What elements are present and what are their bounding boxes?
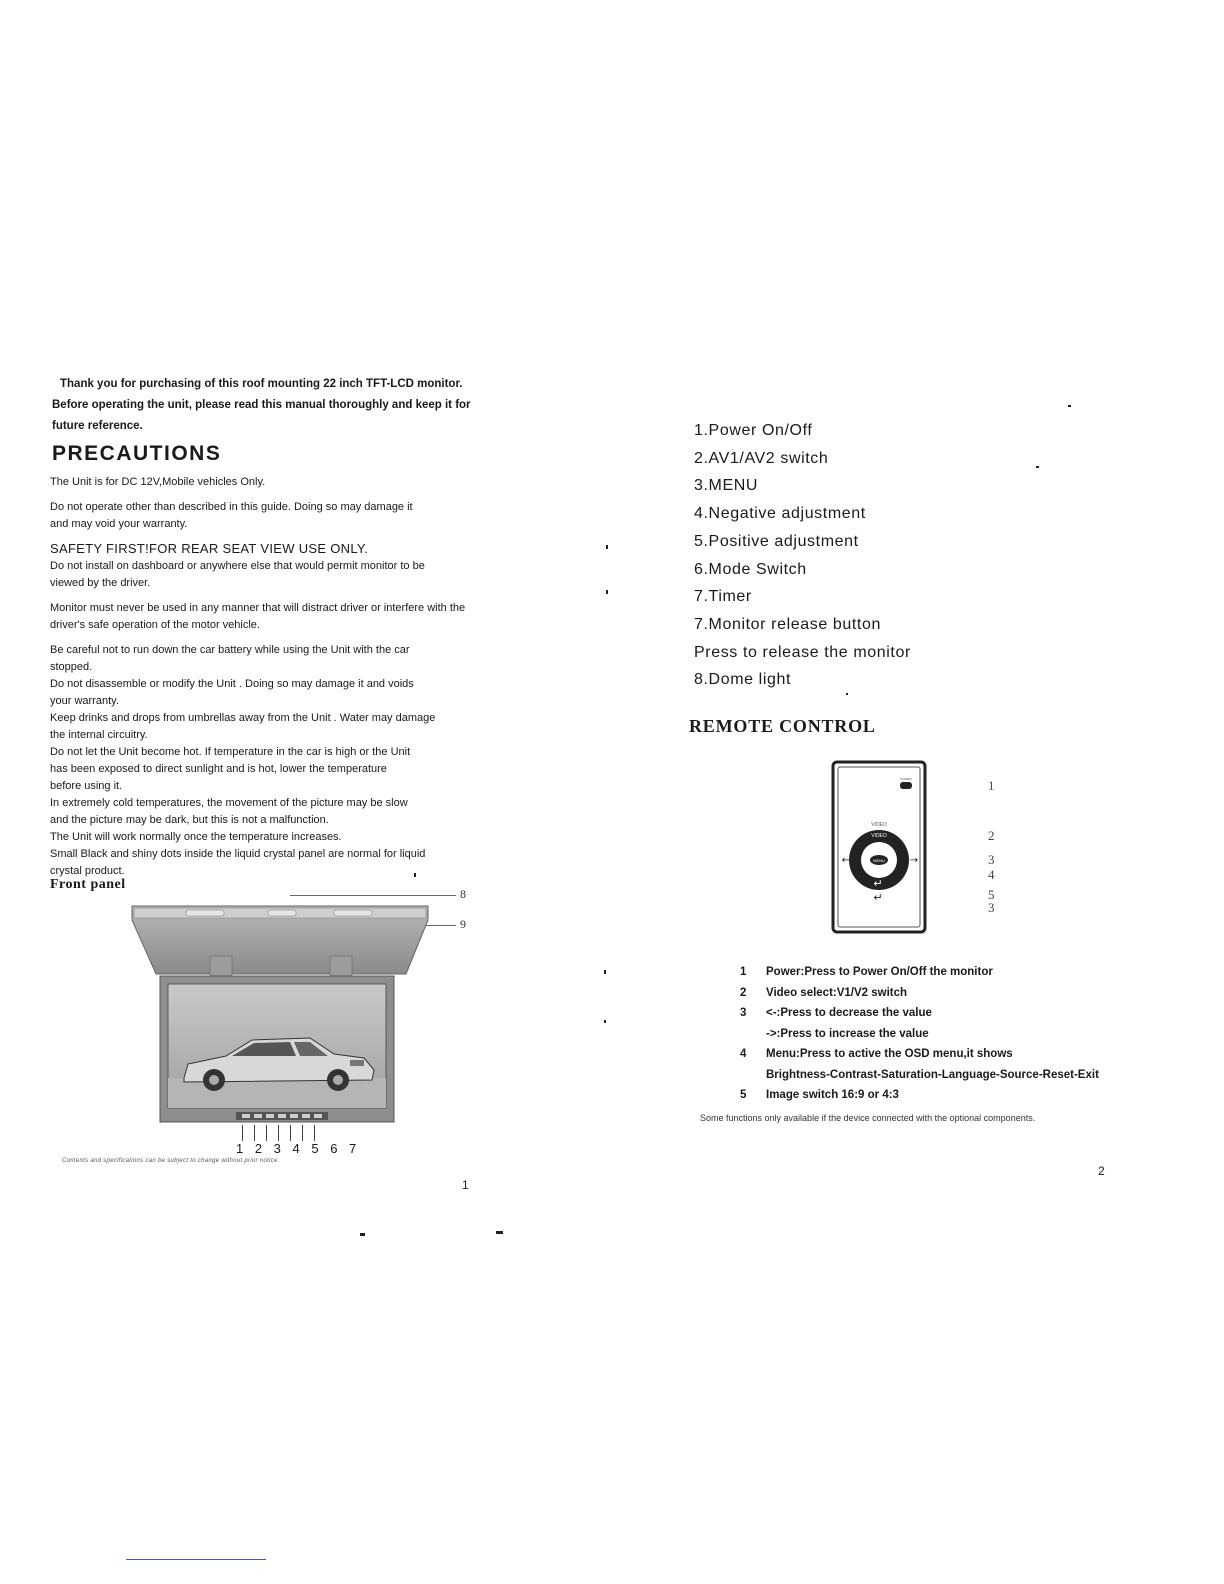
precaution-line: Keep drinks and drops from umbrellas away from the Unit . Water may damage bbox=[50, 712, 436, 724]
right-arrow-icon: → bbox=[909, 855, 919, 866]
feature-item: 6.Mode Switch bbox=[694, 560, 807, 578]
precaution-line: Do not disassemble or modify the Unit . Doing so may damage it and voids bbox=[50, 678, 414, 690]
precaution-line: Monitor must never be used in any manner that will distract driver or interfere with the bbox=[50, 602, 466, 614]
precautions-title: PRECAUTIONS bbox=[52, 442, 222, 465]
callout-8: 8 bbox=[460, 887, 466, 901]
safety-heading: SAFETY FIRST!FOR REAR SEAT VIEW USE ONLY. bbox=[50, 541, 369, 556]
remote-callout-6: 3 bbox=[988, 900, 995, 915]
scan-speck bbox=[606, 590, 608, 594]
button-tick bbox=[278, 1125, 279, 1141]
remote-callout-2: 2 bbox=[988, 828, 995, 843]
function-text: Image switch 16:9 or 4:3 bbox=[766, 1089, 899, 1101]
function-text: Menu:Press to active the OSD menu,it shows bbox=[766, 1048, 1013, 1060]
remote-function-row bbox=[740, 1085, 1099, 1106]
front-panel-features bbox=[694, 417, 911, 694]
remote-callout-4: 4 bbox=[988, 867, 995, 882]
precaution-line: and may void your warranty. bbox=[50, 518, 188, 530]
feature-item: 5.Positive adjustment bbox=[694, 532, 859, 550]
intro-text bbox=[52, 374, 552, 437]
button-tick bbox=[314, 1125, 315, 1141]
precaution-line: viewed by the driver. bbox=[50, 577, 151, 589]
dome-light-right bbox=[334, 910, 372, 916]
disclaimer: Contents and specifications can be subject to change without prior notice. bbox=[62, 1158, 280, 1164]
button-tick bbox=[290, 1125, 291, 1141]
precaution-line: before using it. bbox=[50, 780, 123, 792]
enter-icon-lower: ↵ bbox=[873, 891, 883, 904]
precaution-line: driver's safe operation of the motor vehicle. bbox=[50, 619, 260, 631]
button-tick bbox=[254, 1125, 255, 1141]
precaution-line: stopped. bbox=[50, 661, 93, 673]
remote-callout-5: 5 bbox=[988, 887, 995, 902]
scan-speck bbox=[604, 970, 606, 974]
function-text: <-:Press to decrease the value bbox=[766, 1007, 932, 1019]
precaution-line: Do not operate other than described in this guide. Doing so may damage it bbox=[50, 501, 413, 513]
function-text: Power:Press to Power On/Off the monitor bbox=[766, 966, 993, 978]
feature-item: 3.MENU bbox=[694, 477, 759, 495]
callout-9: 9 bbox=[460, 917, 466, 931]
precaution-line: In extremely cold temperatures, the movement of the picture may be slow bbox=[50, 797, 408, 809]
dome-light-left bbox=[186, 910, 224, 916]
front-panel-title: Front panel bbox=[50, 877, 126, 892]
feature-item: 1.Power On/Off bbox=[694, 422, 813, 439]
scan-speck bbox=[606, 545, 608, 549]
feature-item: 7.Timer bbox=[694, 588, 752, 606]
feature-item: 7.Monitor release button bbox=[694, 615, 881, 633]
scan-speck bbox=[604, 1020, 606, 1023]
precautions-list bbox=[50, 474, 610, 880]
precaution-line: has been exposed to direct sunlight and is hot, lower the temperature bbox=[50, 763, 387, 775]
scan-speck bbox=[496, 1231, 503, 1234]
intro-line: Before operating the unit, please read this manual thoroughly and keep it for bbox=[52, 399, 471, 411]
precaution-line: the internal circuitry. bbox=[50, 729, 148, 741]
button-tick bbox=[242, 1125, 243, 1141]
feature-item: Press to release the monitor bbox=[694, 643, 911, 661]
feature-item: 8.Dome light bbox=[694, 671, 792, 689]
function-num bbox=[740, 1065, 766, 1086]
button-tick bbox=[302, 1125, 303, 1141]
remote-control-illustration bbox=[830, 760, 930, 936]
remote-callout-3: 3 bbox=[988, 852, 995, 867]
feature-item: 2.AV1/AV2 switch bbox=[694, 449, 829, 467]
video-ring-label: VIDEO bbox=[871, 833, 887, 839]
menu-label: MENU bbox=[873, 858, 885, 863]
scan-speck bbox=[1036, 466, 1039, 468]
scan-speck bbox=[414, 873, 416, 877]
remote-function-row bbox=[740, 962, 1099, 983]
dome-light-center bbox=[268, 910, 296, 916]
remote-function-row bbox=[740, 983, 1099, 1004]
precaution-line: your warranty. bbox=[50, 695, 119, 707]
scan-speck bbox=[360, 1233, 365, 1236]
remote-function-row bbox=[740, 1003, 1099, 1024]
page-number-left: 1 bbox=[462, 1178, 469, 1192]
precaution-line: Do not let the Unit become hot. If temperature in the car is high or the Unit bbox=[50, 746, 411, 758]
feature-item: 4.Negative adjustment bbox=[694, 505, 866, 523]
function-text: Video select:V1/V2 switch bbox=[766, 986, 908, 999]
precaution-line: The Unit is for DC 12V,Mobile vehicles Only. bbox=[50, 476, 266, 488]
remote-function-row bbox=[740, 1044, 1099, 1065]
callout-8-line bbox=[290, 895, 456, 896]
function-num bbox=[740, 1024, 766, 1045]
precaution-line: crystal product. bbox=[50, 865, 125, 877]
function-num: 3 bbox=[740, 1007, 747, 1019]
page-number-right: 2 bbox=[1098, 1164, 1105, 1178]
function-text: ->:Press to increase the value bbox=[766, 1027, 929, 1040]
enter-icon: ↵ bbox=[873, 877, 883, 890]
remote-control-title: REMOTE CONTROL bbox=[689, 716, 876, 736]
function-num: 5 bbox=[740, 1089, 747, 1101]
function-num: 1 bbox=[740, 966, 747, 978]
precaution-line: and the picture may be dark, but this is not a malfunction. bbox=[50, 814, 329, 826]
precaution-line: The Unit will work normally once the temperature increases. bbox=[50, 831, 342, 843]
scan-speck bbox=[846, 693, 848, 695]
button-tick bbox=[266, 1125, 267, 1141]
remote-function-row bbox=[740, 1024, 1099, 1045]
front-panel-illustration bbox=[128, 900, 434, 1128]
precaution-line: Do not install on dashboard or anywhere else that would permit monitor to be bbox=[50, 560, 425, 572]
left-arrow-icon: ← bbox=[841, 855, 851, 866]
function-num: 4 bbox=[740, 1048, 747, 1060]
remote-callout-1: 1 bbox=[988, 778, 995, 793]
footnote: Some functions only available if the device connected with the optional components. bbox=[700, 1113, 1036, 1123]
bottom-link-line bbox=[126, 1559, 266, 1560]
remote-function-row bbox=[740, 1065, 1099, 1086]
intro-line: Thank you for purchasing of this roof mounting 22 inch TFT-LCD monitor. bbox=[60, 378, 463, 390]
button-numbers: 1 2 3 4 5 6 7 bbox=[236, 1141, 361, 1156]
precaution-line: Be careful not to run down the car battery while using the Unit with the car bbox=[50, 644, 410, 656]
function-text: Brightness-Contrast-Saturation-Language-Source-Reset-Exit bbox=[766, 1068, 1099, 1081]
power-label: POWER bbox=[900, 777, 912, 781]
remote-functions-list bbox=[740, 962, 1099, 1106]
power-button-icon bbox=[900, 782, 912, 789]
video-label: VIDEO bbox=[871, 822, 887, 828]
function-num: 2 bbox=[740, 986, 747, 999]
intro-line: future reference. bbox=[52, 420, 143, 432]
scan-speck bbox=[1068, 405, 1071, 407]
precaution-line: Small Black and shiny dots inside the liquid crystal panel are normal for liquid bbox=[50, 848, 426, 860]
